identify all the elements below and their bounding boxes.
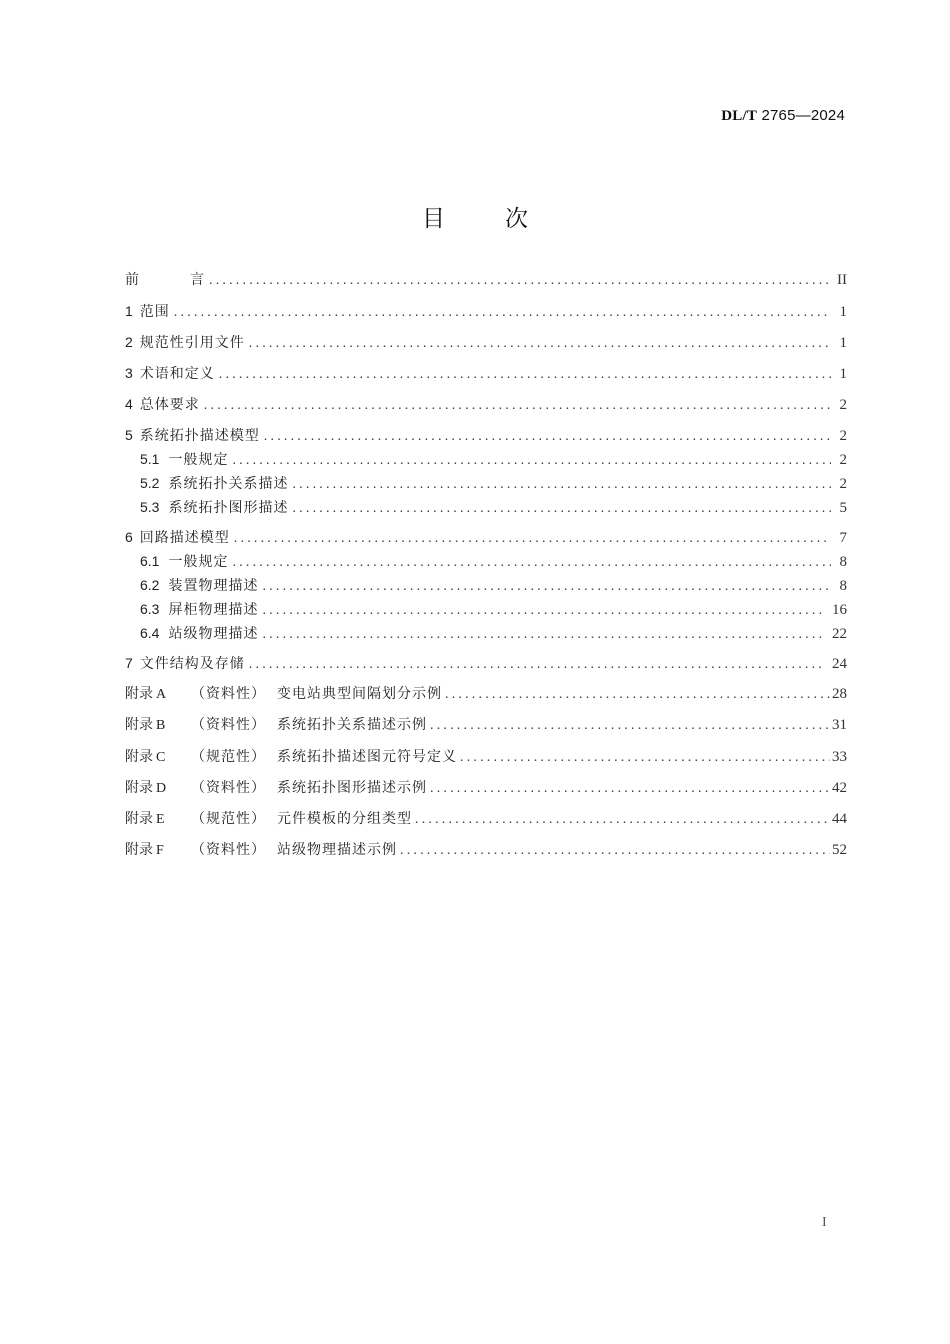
toc-entry-section-7[interactable]	[125, 651, 847, 682]
toc-entry-label: 一般规定	[168, 554, 229, 570]
toc-entry-page: II	[837, 272, 847, 288]
toc-entry-page: 33	[832, 748, 847, 765]
toc-entry-section-6-1[interactable]	[125, 551, 847, 575]
toc-entry-number: 7	[125, 655, 133, 671]
toc-entry-label: 总体要求	[139, 397, 200, 413]
toc-entry-section-6-3[interactable]	[125, 599, 847, 623]
toc-entry-label: 系统拓扑关系描述示例	[277, 717, 427, 734]
toc-entry-number: 4	[125, 396, 133, 412]
toc-entry-page: 1	[839, 304, 847, 320]
toc-entry-page: 16	[832, 602, 847, 618]
dot-leader	[430, 716, 830, 736]
dot-leader	[430, 779, 830, 799]
appendix-kind: （资料性）	[191, 779, 266, 796]
toc-entry-page: 24	[832, 656, 847, 672]
toc-entry-label: 规范性引用文件	[139, 335, 245, 351]
toc-entry-appendix-b[interactable]	[125, 713, 847, 744]
appendix-kind: （资料性）	[191, 842, 266, 859]
toc-entry-page: 28	[832, 686, 847, 702]
toc-entry-label: 装置物理描述	[168, 578, 259, 594]
toc-entry-section-5-1[interactable]	[125, 449, 847, 473]
toc-entry-label: 系统拓扑图形描述	[168, 500, 289, 516]
toc-entry-appendix-c[interactable]	[125, 745, 847, 776]
dot-leader	[262, 625, 826, 645]
toc-entry-label: 文件结构及存储	[139, 656, 245, 672]
appendix-kind: （资料性）	[191, 717, 266, 734]
dot-leader	[460, 748, 830, 768]
appendix-prefix: 附录 F	[125, 842, 164, 859]
toc-entry-page: 5	[839, 500, 847, 516]
dot-leader	[249, 655, 826, 675]
toc-entry-label: 系统拓扑关系描述	[168, 476, 289, 492]
toc-entry-page: 2	[839, 428, 847, 444]
toc-entry-label: 术语和定义	[139, 366, 215, 382]
dot-leader	[292, 475, 831, 495]
toc-entry-page: 44	[832, 811, 847, 828]
dot-leader	[174, 303, 831, 323]
toc-entry-page: 31	[832, 717, 847, 734]
toc-entry-number: 6.2	[140, 577, 160, 593]
dot-leader	[262, 577, 831, 597]
appendix-kind: （资料性）	[191, 686, 266, 702]
toc-entry-page: 42	[832, 779, 847, 796]
standard-number: 2765—2024	[761, 107, 845, 124]
toc-entry-section-5[interactable]	[125, 423, 847, 449]
toc-entry-number: 5	[125, 427, 133, 443]
toc-entry-label: 站级物理描述示例	[277, 842, 397, 859]
toc-entry-section-2[interactable]	[125, 330, 847, 361]
toc-entry-appendix-f[interactable]	[125, 838, 847, 869]
toc-entry-label: 范围	[139, 304, 170, 320]
appendix-prefix: 附录 B	[125, 717, 166, 734]
toc-entry-number: 5.3	[140, 499, 160, 515]
page-title	[0, 200, 950, 233]
dot-leader	[219, 365, 831, 385]
toc-entry-page: 7	[839, 530, 847, 546]
toc-entry-number: 6.1	[140, 553, 160, 569]
appendix-prefix: 附录 A	[125, 686, 167, 702]
toc-entry-appendix-a[interactable]	[125, 682, 847, 713]
dot-leader	[445, 685, 830, 705]
toc-entry-page: 8	[839, 554, 847, 570]
dot-leader	[415, 810, 830, 830]
toc-entry-page: 2	[839, 452, 847, 468]
toc-entry-appendix-e[interactable]	[125, 807, 847, 838]
toc-entry-section-4[interactable]	[125, 392, 847, 423]
dot-leader	[264, 427, 831, 447]
toc-entry-label: 系统拓扑描述图元符号定义	[277, 748, 457, 765]
toc-entry-number: 5.1	[140, 451, 160, 467]
dot-leader	[262, 601, 826, 621]
toc-entry-number: 6.3	[140, 601, 160, 617]
dot-leader	[232, 451, 831, 471]
toc-entry-section-5-3[interactable]	[125, 497, 847, 525]
appendix-kind: （规范性）	[191, 748, 266, 765]
toc-entry-section-6-4[interactable]	[125, 623, 847, 651]
toc-entry-number: 2	[125, 334, 133, 350]
toc-entry-label: 回路描述模型	[139, 530, 230, 546]
page-number: I	[822, 1215, 827, 1230]
toc-entry-page: 1	[839, 366, 847, 382]
toc-entry-label: 前 言	[125, 272, 205, 288]
toc-entry-page: 22	[832, 626, 847, 642]
toc-entry-section-1[interactable]	[125, 299, 847, 330]
toc-entry-number: 6	[125, 529, 133, 545]
toc-entry-label: 站级物理描述	[168, 626, 259, 642]
toc-entry-section-5-2[interactable]	[125, 473, 847, 497]
appendix-prefix: 附录 E	[125, 811, 165, 828]
toc-entry-number: 6.4	[140, 625, 160, 641]
toc-entry-page: 8	[839, 578, 847, 594]
toc-entry-page: 2	[839, 397, 847, 413]
appendix-prefix: 附录 C	[125, 748, 166, 765]
standard-prefix: DL/T	[721, 108, 758, 124]
toc-entry-number: 3	[125, 365, 133, 381]
toc-entry-number: 5.2	[140, 475, 160, 491]
dot-leader	[232, 553, 831, 573]
toc-entry-appendix-d[interactable]	[125, 776, 847, 807]
table-of-contents	[125, 268, 847, 870]
appendix-kind: （规范性）	[191, 811, 266, 828]
dot-leader	[400, 841, 830, 861]
toc-entry-number: 1	[125, 303, 133, 319]
dot-leader	[292, 499, 831, 519]
toc-entry-label: 变电站典型间隔划分示例	[277, 686, 442, 702]
toc-entry-section-6-2[interactable]	[125, 575, 847, 599]
toc-entry-label: 屏柜物理描述	[168, 602, 259, 618]
toc-entry-section-3[interactable]	[125, 361, 847, 392]
dot-leader	[209, 271, 831, 291]
toc-entry-label: 系统拓扑描述模型	[139, 428, 260, 444]
toc-entry-label: 元件模板的分组类型	[277, 811, 412, 828]
title-char-2: 次	[505, 206, 528, 232]
toc-entry-label: 一般规定	[168, 452, 229, 468]
toc-entry-page: 52	[832, 842, 847, 859]
toc-entry-section-6[interactable]	[125, 525, 847, 551]
title-char-1: 目	[422, 206, 445, 232]
dot-leader	[204, 396, 831, 416]
standard-code	[721, 107, 845, 125]
toc-entry-label: 系统拓扑图形描述示例	[277, 779, 427, 796]
dot-leader	[249, 334, 831, 354]
toc-entry-page: 1	[839, 335, 847, 351]
toc-entry-preface[interactable]	[125, 268, 847, 299]
dot-leader	[234, 529, 831, 549]
toc-entry-page: 2	[839, 476, 847, 492]
appendix-prefix: 附录 D	[125, 779, 167, 796]
